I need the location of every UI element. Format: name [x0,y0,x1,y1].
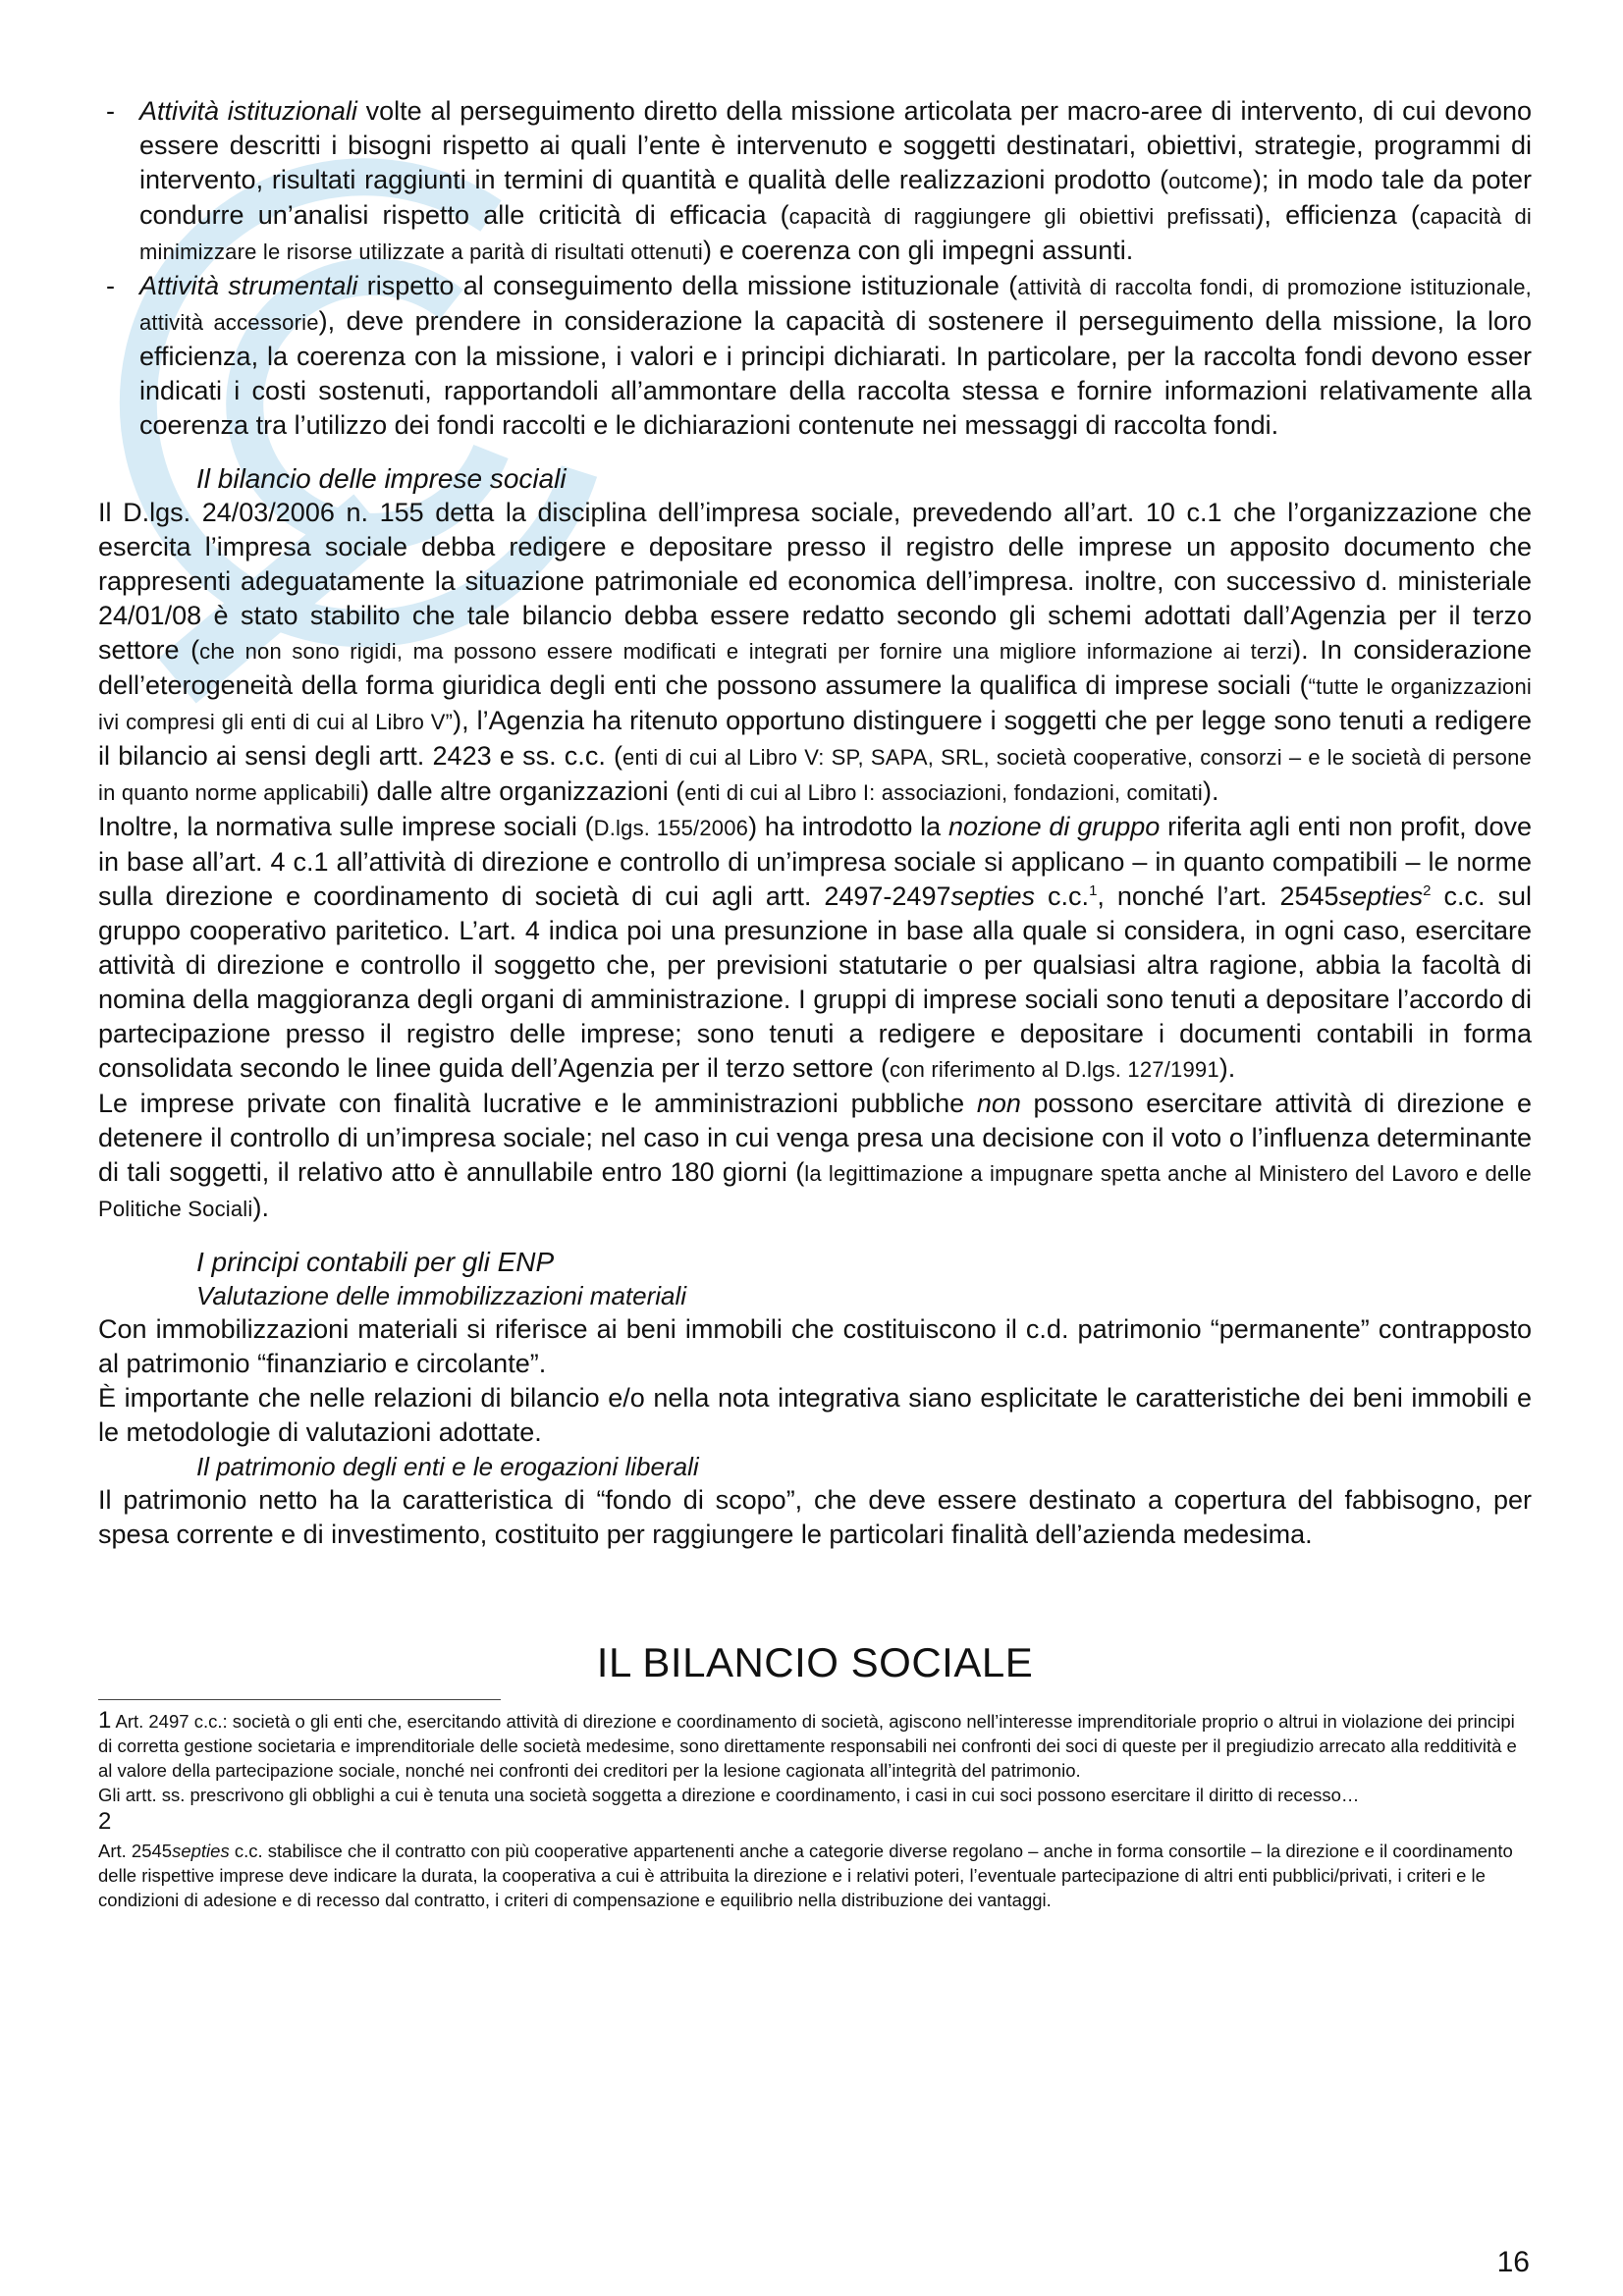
footnote-ref-2[interactable]: 2 [1423,882,1432,899]
text: ); in modo tale da poter condurre un’analisi rispetto alle criticità di efficacia ( [139,165,1532,230]
text: c.c. sul gruppo cooperativo paritetico. L’art. 4 indica poi una presunzione in base alla quale si considera, in ogni caso, esercitare attività di direzione e controllo il soggetto che, per previsioni statutarie o per qualsiasi altra ragione, abbia la facoltà di nomina della maggioranza degli organi di amministrazione. I gruppi di imprese sociali sono tenuti a depositare l’accordo di partecipazione presso il registro delle imprese; sono tenuti a redigere e depositare i documenti contabili in forma consolidata secondo le linee guida dell’Agenzia per il terzo settore ( [98,881,1532,1083]
bullet-lead: Attività istituzionali [139,96,357,126]
footnote-text: c.c. stabilisce che il contratto con più cooperative appartenenti anche a categorie diverse regolano – anche in forma consortile – la direzione e il coordinamento delle rispettive imprese deve indicare la durata, la cooperativa a cui è attribuita la direzione e i relativi poteri, l’eventuale partecipazione di altri enti pubblici/privati, i criteri e le condizioni di adesione e di recesso dal contratto, i criteri di compensazione e equilibrio nella distribuzione dei vantaggi. [98,1841,1513,1910]
italic-text: septies [1338,881,1424,911]
footnote-text: Art. 2545 [98,1841,173,1861]
text: ), efficienza ( [1255,200,1420,230]
small-text: attività di raccolta fondi, di promozione istituzionale, attività accessorie [139,275,1532,335]
small-text: outcome [1168,169,1253,193]
footnote-separator [98,1699,501,1700]
footnote-2-number [98,1809,1532,1835]
footnote-number: 2 [98,1808,112,1835]
text: ). [252,1193,269,1222]
bullet-dash: - [106,271,115,300]
bullet-attivita-istituzionali [98,94,1532,269]
small-text: capacità di raggiungere gli obiettivi prefissati [788,204,1256,229]
heading-principi-contabili: I principi contabili per gli ENP [196,1247,555,1277]
small-text: che non sono rigidi, ma possono essere modificati e integrati per fornire una migliore informazione ai terzi [199,639,1293,664]
footnote-1-continued: Gli artt. ss. prescrivono gli obblighi a cui è tenuta una società soggetta a direzione e coordinamento, i casi in cui soci possono esercitare il diritto di recesso… [98,1785,1360,1805]
text: Le imprese private con finalità lucrative e le amministrazioni pubbliche [98,1089,977,1118]
bullet-attivita-strumentali [98,269,1532,443]
bullet-lead: Attività strumentali [139,271,358,300]
text: possono esercitare attività di direzione e detenere il controllo di un’impresa sociale; nel caso in cui venga presa una decisione con il voto o l’influenza determinante di tali soggetti, il relativo atto è annullabile entro 180 giorni ( [98,1089,1532,1187]
small-text: D.lgs. 155/2006 [593,816,749,840]
section-title: IL BILANCIO SOCIALE [596,1639,1034,1685]
footnote-number: 1 [98,1707,112,1734]
text: ) e coerenza con gli impegni assunti. [703,236,1134,265]
text: volte al perseguimento diretto della missione articolata per macro-aree di intervento, di cui devono essere descritti i bisogni rispetto ai quali l’ente è intervenuto e soggetti destinatari, obiettivi, strategie, programmi di intervento, risultati raggiunti in termini di quantità e qualità delle realizzazioni prodotto ( [139,96,1532,194]
document-page [98,94,1532,1912]
italic-text: septies [172,1841,230,1861]
heading-bilancio-imprese-sociali: Il bilancio delle imprese sociali [196,463,567,494]
page-number: 16 [1496,2246,1530,2278]
text: ) ha introdotto la [748,812,948,841]
subheading-patrimonio: Il patrimonio degli enti e le erogazioni liberali [196,1452,699,1481]
text: ), l’Agenzia ha ritenuto opportuno distinguere i soggetti che per legge sono tenuti a redigere il bilancio ai sensi degli artt. 2423 e ss. c.c. ( [98,706,1532,771]
text: Il D.lgs. 24/03/2006 n. 155 detta la disciplina dell’impresa sociale, prevedendo all’art. 10 c.1 che l’organizzazione che esercita l’impresa sociale debba redigere e depositare presso il registro delle imprese un apposito documento che rappresenti adeguatamente la situazione patrimoniale ed economica dell’impresa. inoltre, con successivo d. ministeriale 24/01/08 è stato stabilito che tale bilancio debba essere redatto secondo gli schemi adottati dall’Agenzia per il terzo settore ( [98,498,1532,665]
italic-text: septies [950,881,1036,911]
footnote-ref-1[interactable]: 1 [1089,882,1098,899]
small-text: la legittimazione a impugnare spetta anche al Ministero del Lavoro e delle Politiche Sociali [98,1161,1532,1221]
text: ) dalle altre organizzazioni ( [360,776,685,806]
paragraph-immobilizzazioni: Con immobilizzazioni materiali si riferisce ai beni immobili che costituiscono il c.d. patrimonio “permanente” contrapposto al patrimonio “finanziario e circolante”. [98,1314,1532,1378]
text: ). [1202,776,1219,806]
italic-text: nozione di gruppo [948,812,1161,841]
paragraph-relazioni-bilancio: È importante che nelle relazioni di bilancio e/o nella nota integrativa siano esplicitate le caratteristiche dei beni immobili e le metodologie di valutazioni adottate. [98,1383,1532,1447]
small-text: enti di cui al Libro V: SP, SAPA, SRL, società cooperative, consorzi – e le società di persone in quanto norme applicabili [98,745,1532,805]
paragraph-patrimonio-netto: Il patrimonio netto ha la caratteristica di “fondo di scopo”, che deve essere destinato a copertura del fabbisogno, per spesa corrente e di investimento, costituito per raggiungere le particolari finalità dell’azienda medesima. [98,1485,1532,1549]
subheading-immobilizzazioni: Valutazione delle immobilizzazioni materiali [196,1281,687,1310]
text: Inoltre, la normativa sulle imprese sociali ( [98,812,594,841]
text: ). [1218,1053,1236,1083]
text: , nonché l’art. 2545 [1097,881,1339,911]
text: c.c. [1035,881,1090,911]
small-text: con riferimento al D.lgs. 127/1991 [890,1057,1219,1082]
paragraph-imprese-private [98,1087,1532,1226]
bullet-dash: - [106,96,115,126]
italic-text: non [976,1089,1021,1118]
small-text: enti di cui al Libro I: associazioni, fondazioni, comitati [684,780,1203,805]
small-text: “tutte le organizzazioni ivi compresi gli enti di cui al Libro V” [98,674,1532,734]
footnote-1 [98,1708,1532,1783]
text: riferita agli enti non profit, dove in base all’art. 4 c.1 all’attività di direzione e controllo di un’impresa sociale si applicano – in quanto compatibili – le norme sulla direzione e coordinamento di società di cui agli artt. 2497-2497 [98,812,1532,911]
paragraph-nozione-gruppo [98,810,1532,1087]
text: ), deve prendere in considerazione la capacità di sostenere il perseguimento della missione, la loro efficienza, la coerenza con la missione, i valori e i principi dichiarati. In particolare, per la raccolta fondi devono esser indicati i costi sostenuti, rapportandoli all’ammontare della raccolta stessa e fornire informazioni relativamente alla coerenza tra l’utilizzo dei fondi raccolti e le dichiarazioni contenute nei messaggi di raccolta fondi. [139,306,1533,440]
text: rispetto al conseguimento della missione istituzionale ( [357,271,1018,300]
footnote-2 [98,1839,1532,1912]
footnote-text: Art. 2497 c.c.: società o gli enti che, esercitando attività di direzione e coordinamento di società, agiscono nell’interesse imprenditoriale proprio o altrui in violazione dei principi di corretta gestione societaria e imprenditoriale delle società medesime, sono direttamente responsabili nei confronti dei soci di queste per il pregiudizio arrecato alla redditività e al valore della partecipazione sociale, nonché nei confronti dei creditori per la lesione cagionata all’integrità del patrimonio. [98,1711,1517,1781]
paragraph-dlgs-155 [98,496,1532,810]
small-text: capacità di minimizzare le risorse utilizzate a parità di risultati ottenuti [139,204,1532,264]
text: ). In considerazione dell’eterogeneità della forma giuridica degli enti che possono assumere la qualifica di imprese sociali ( [98,635,1532,700]
